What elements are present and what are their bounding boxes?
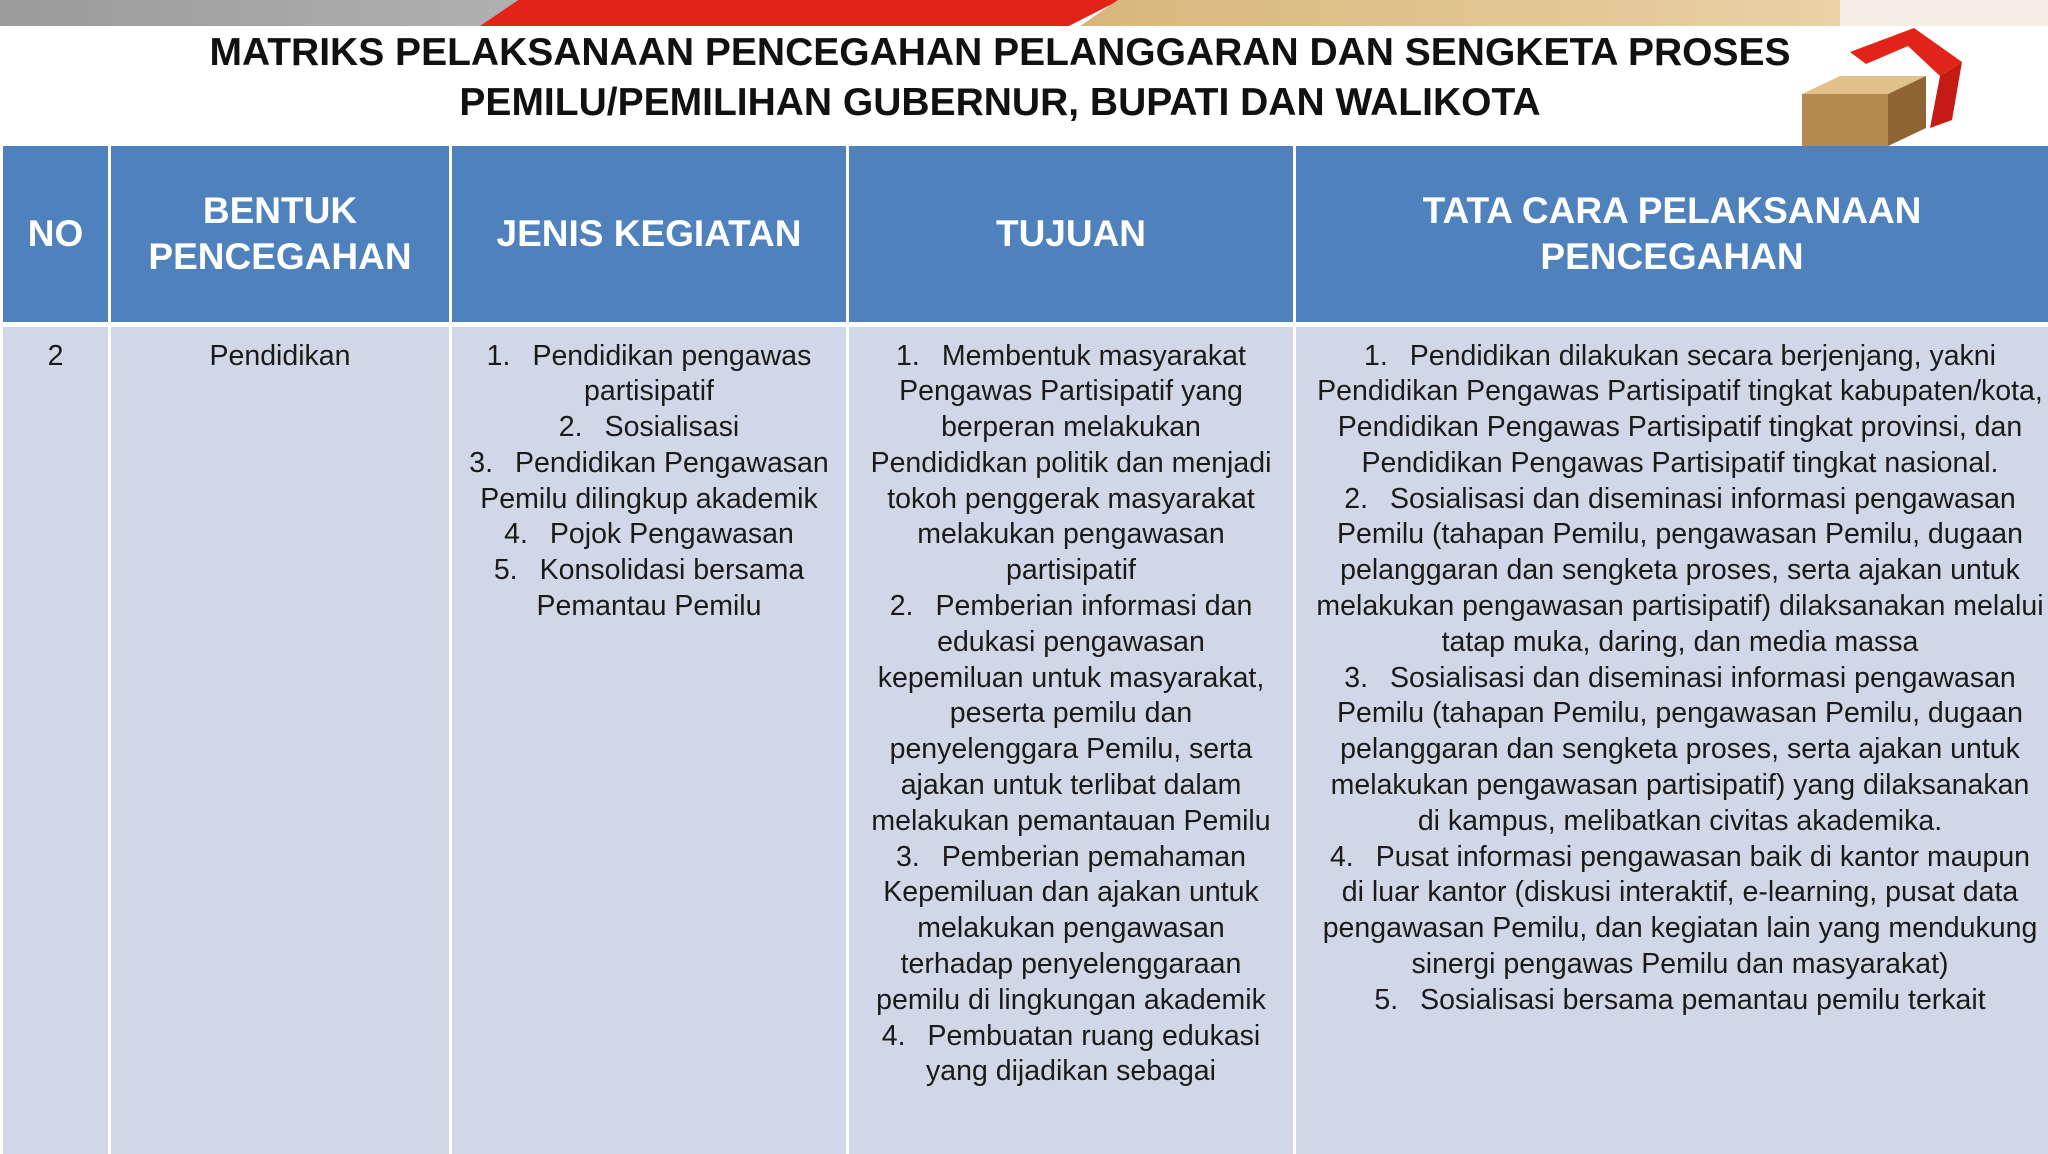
cell-no: 2: [2, 324, 110, 1154]
jenis-kegiatan-list: [460, 339, 838, 625]
tujuan-list: [863, 339, 1279, 1091]
title-line-1: MATRIKS PELAKSANAAN PENCEGAHAN PELANGGARAN DAN SENGKETA PROSES: [60, 28, 1940, 78]
cell-bentuk-pencegahan: Pendidikan: [110, 324, 451, 1154]
top-bar-gold-segment: [1080, 0, 1840, 26]
cell-tujuan: [848, 324, 1295, 1154]
top-bar-red-segment: [480, 0, 1120, 26]
list-item: 4. Pusat informasi pengawasan baik di kantor maupun di luar kantor (diskusi interaktif, e-learning, pusat data pengawasan Pemilu, dan kegiatan lain yang mendukung sinergi pengawas Pemilu dan masyarakat): [1316, 840, 2044, 983]
cell-jenis-kegiatan: [451, 324, 848, 1154]
cell-tata-cara-pelaksanaan: [1295, 324, 2048, 1154]
header-no: NO: [2, 146, 110, 324]
list-item: 5. Konsolidasi bersama Pemantau Pemilu: [460, 553, 838, 625]
top-decorative-bar: [0, 0, 2048, 26]
tata-cara-list: [1316, 339, 2044, 1019]
list-item: 2. Pemberian informasi dan edukasi pengawasan kepemiluan untuk masyarakat, peserta pemilu dan penyelenggara Pemilu, serta ajakan untuk terlibat dalam melakukan pemantauan Pemilu: [863, 589, 1279, 840]
list-item: 1. Membentuk masyarakat Pengawas Partisipatif yang berperan melakukan Pendididkan politik dan menjadi tokoh penggerak masyarakat melakukan pengawasan partisipatif: [863, 339, 1279, 590]
header-tata-cara: TATA CARA PELAKSANAAN PENCEGAHAN: [1295, 146, 2048, 324]
list-item: 4. Pembuatan ruang edukasi yang dijadikan sebagai: [863, 1019, 1279, 1091]
matrix-table: [0, 146, 2048, 1154]
page-title: [60, 28, 1940, 128]
list-item: 1. Pendidikan dilakukan secara berjenjang, yakni Pendidikan Pengawas Partisipatif tingkat kabupaten/kota, Pendidikan Pengawas Partisipatif tingkat provinsi, dan Pendidikan Pengawas Partisipatif tingkat nasional.: [1316, 339, 2044, 482]
header-jenis-kegiatan: JENIS KEGIATAN: [451, 146, 848, 324]
header-bentuk-pencegahan: BENTUK PENCEGAHAN: [110, 146, 451, 324]
table-header-row: [2, 146, 2048, 324]
list-item: 1. Pendidikan pengawas partisipatif: [460, 339, 838, 411]
list-item: 4. Pojok Pengawasan: [460, 517, 838, 553]
top-bar-light-segment: [1840, 0, 2048, 26]
header-tujuan: TUJUAN: [848, 146, 1295, 324]
list-item: 2. Sosialisasi: [460, 410, 838, 446]
list-item: 3. Pendidikan Pengawasan Pemilu dilingkup akademik: [460, 446, 838, 518]
list-item: 2. Sosialisasi dan diseminasi informasi pengawasan Pemilu (tahapan Pemilu, pengawasan Pemilu, dugaan pelanggaran dan sengketa proses, serta ajakan untuk melakukan pengawasan partisipatif) dilaksanakan melalui tatap muka, daring, dan media massa: [1316, 482, 2044, 661]
table-row: [2, 324, 2048, 1154]
list-item: 3. Sosialisasi dan diseminasi informasi pengawasan Pemilu (tahapan Pemilu, pengawasan Pemilu, dugaan pelanggaran dan sengketa proses, serta ajakan untuk melakukan pengawasan partisipatif) yang dilaksanakan di kampus, melibatkan civitas akademika.: [1316, 661, 2044, 840]
list-item: 5. Sosialisasi bersama pemantau pemilu terkait: [1316, 983, 2044, 1019]
title-line-2: PEMILU/PEMILIHAN GUBERNUR, BUPATI DAN WALIKOTA: [60, 78, 1940, 128]
list-item: 3. Pemberian pemahaman Kepemiluan dan ajakan untuk melakukan pengawasan terhadap penyelenggaraan pemilu di lingkungan akademik: [863, 840, 1279, 1019]
